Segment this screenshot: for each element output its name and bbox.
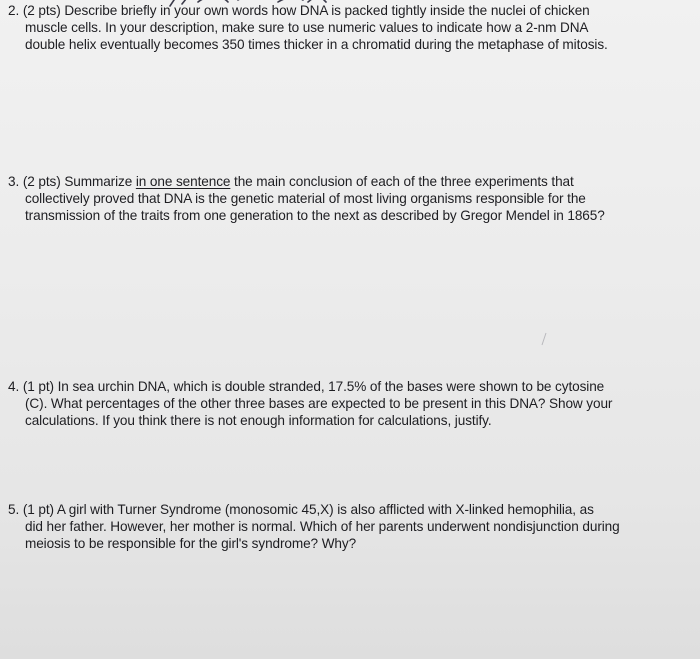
question-text-line: calculations. If you think there is not enough information for calculations, justify. — [25, 413, 492, 429]
question-2 — [8, 2, 688, 54]
question-text-line: meiosis to be responsible for the girl's syndrome? Why? — [25, 536, 357, 552]
question-3 — [8, 173, 688, 225]
pen-mark — [541, 332, 547, 346]
underlined-emphasis: in one sentence — [135, 174, 231, 189]
question-text-line: (1 pt) In sea urchin DNA, which is double stranded, 17.5% of the bases were shown to be cytosine — [22, 379, 605, 394]
question-text-segment: (2 pts) Summarize — [22, 174, 136, 189]
question-text-line: double helix eventually becomes 350 times thicker in a chromatid during the metaphase of mitosis. — [25, 37, 608, 53]
question-text-line: muscle cells. In your description, make sure to use numeric values to indicate how a 2-nm DNA — [25, 20, 589, 36]
question-text-line: collectively proved that DNA is the genetic material of most living organisms responsible for the — [25, 191, 586, 207]
question-number: 5. — [8, 502, 20, 517]
question-text-line: (1 pt) A girl with Turner Syndrome (monosomic 45,X) is also afflicted with X-linked hemophilia, as — [22, 502, 594, 517]
question-text-segment: the main conclusion of each of the three experiments that — [230, 174, 574, 189]
question-5 — [8, 501, 688, 553]
question-number: 4. — [8, 379, 20, 394]
question-4 — [8, 378, 688, 430]
question-number: 3. — [8, 174, 20, 189]
question-text-line: (C). What percentages of the other three bases are expected to be present in this DNA? Show your — [25, 396, 613, 412]
question-text-line: did her father. However, her mother is normal. Which of her parents underwent nondisjunction during — [25, 519, 620, 535]
question-text-line: (2 pts) Describe briefly in your own words how DNA is packed tightly inside the nuclei of chicken — [22, 3, 590, 18]
question-text-line: transmission of the traits from one generation to the next as described by Gregor Mendel in 1865? — [25, 208, 605, 224]
question-number: 2. — [8, 3, 20, 18]
